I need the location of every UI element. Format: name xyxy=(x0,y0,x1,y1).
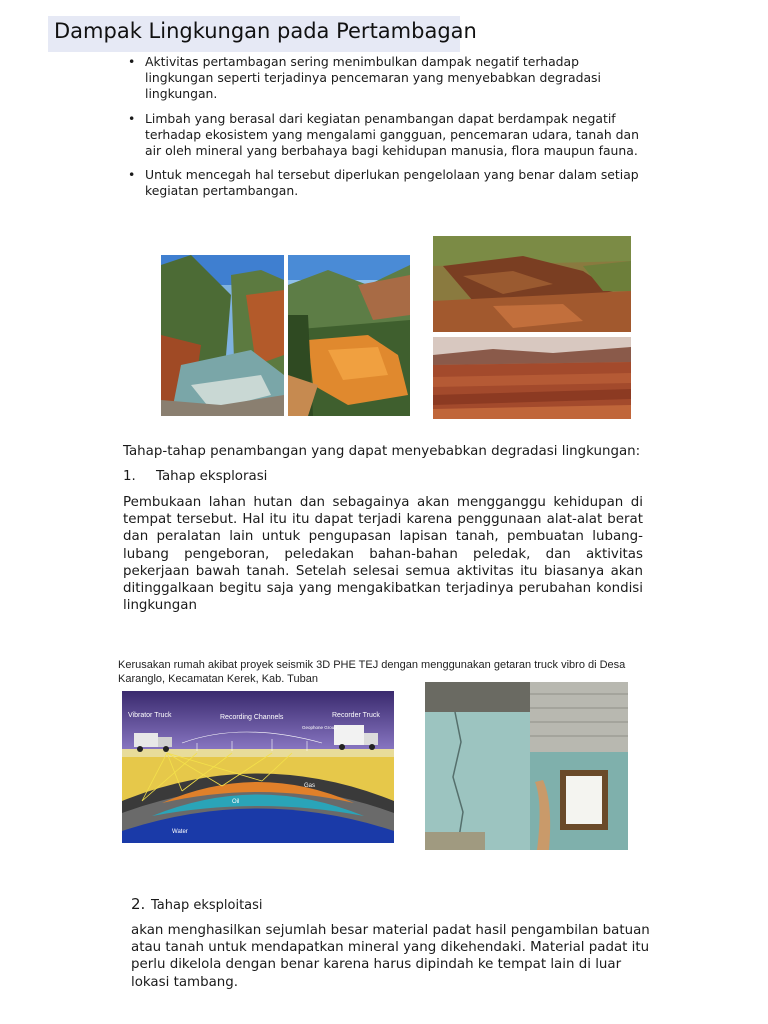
stage-2-number: 2. xyxy=(131,895,146,913)
seismic-caption: Kerusakan rumah akibat proyek seismik 3D PHE TEJ dengan menggunakan getaran truck vibro di Desa Karanglo, Kecamatan Kerek, Kab. Tuban xyxy=(118,659,626,685)
stage-1-number: 1. xyxy=(123,469,136,484)
bullet-item: • Aktivitas pertambagan sering menimbulkan dampak negatif terhadap lingkungan seperti terjadinya pencemaran yang menyebabkan degradasi lingkungan. xyxy=(128,54,601,102)
stages-intro: Tahap-tahap penambangan yang dapat menyebabkan degradasi lingkungan: xyxy=(123,444,641,459)
eroded-land-photo xyxy=(433,236,631,332)
oil-label: Oil xyxy=(232,799,240,805)
bullet-item: • Limbah yang berasal dari kegiatan penambangan dapat berdampak negatif terhadap ekosistem yang mengalami gangguan, pencemaran udara, tanah dan air oleh mineral yang berbahaya bagi kehidupan manusia, flora maupun fauna. xyxy=(128,110,639,159)
stage-2-paragraph: akan menghasilkan sejumlah besar material padat hasil pengambilan batuan atau tanah untuk mendapatkan mineral yang dikehendaki. Material padat itu perlu dikelola dengan benar karena harus dipindah ke tempat lain di luar lokasi tambang. xyxy=(131,923,650,990)
recorder-truck-label: Recorder Truck xyxy=(332,712,380,719)
seismic-survey-diagram xyxy=(122,691,394,843)
vibrator-truck-label: Vibrator Truck xyxy=(128,712,172,719)
page-title: Dampak Lingkungan pada Pertambagan xyxy=(54,19,477,43)
stage-1-paragraph: Pembukaan lahan hutan dan sebagainya akan mengganggu kehidupan di tempat tersebut. Hal itu itu dapat terjadi karena penggunaan alat-alat berat dan peralatan lain untuk pengupasan lapisan tanah, pembuatan lubang-lubang pengeboran, peledakan bahan-bahan peledak, dan aktivitas pekerjaan bawah tanah. Setelah selesai semua aktivitas itu biasanya akan ditinggalkaan begitu saja yang mengakibatkan terjadinya perubahan kondisi lingkungan xyxy=(123,495,643,614)
bullet-dot: • xyxy=(128,54,136,69)
degraded-field-photo xyxy=(433,337,631,419)
stage-2-title: Tahap eksploitasi xyxy=(151,898,263,913)
bullet-dot: • xyxy=(128,167,136,183)
bullet-dot: • xyxy=(128,110,136,126)
stage-1-title: Tahap eksplorasi xyxy=(156,469,268,484)
bullet-list xyxy=(128,54,648,208)
gas-label: Gas xyxy=(304,783,316,789)
bullet-item: • Untuk mencegah hal tersebut diperlukan pengelolaan yang benar dalam setiap kegiatan pertambangan. xyxy=(128,167,639,199)
river-pollution-photo-1 xyxy=(161,255,284,416)
water-label: Water xyxy=(172,829,188,835)
recording-channels-label: Recording Channels xyxy=(220,714,284,721)
geophone-group-label: Geophone Group xyxy=(302,725,337,730)
river-pollution-photo-2 xyxy=(288,255,410,416)
house-damage-photo xyxy=(425,682,628,850)
